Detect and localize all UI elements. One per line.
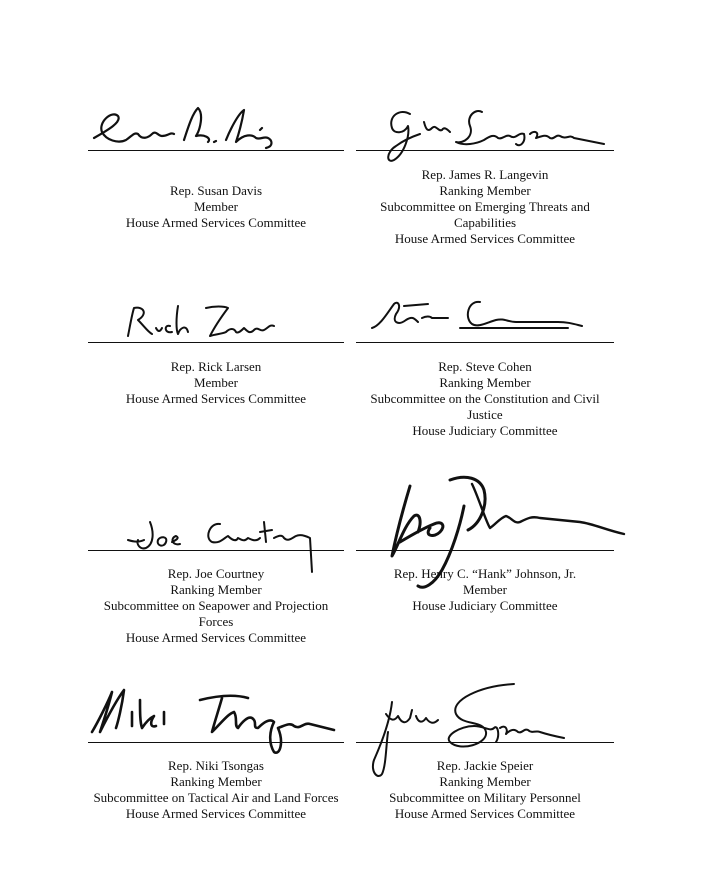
signatory-committee: Subcommittee on Tactical Air and Land Forces: [93, 790, 339, 805]
signatory-caption: [356, 359, 614, 439]
signatory-caption: [88, 183, 344, 231]
signatory-name: Rep. Rick Larsen: [170, 359, 262, 374]
signatory-role: Ranking Member: [439, 183, 531, 198]
signatory-role: Member: [193, 199, 239, 214]
signatory-committee: Subcommittee on Seapower and Projection Forces: [103, 598, 329, 629]
signature-rick-larsen: [118, 300, 278, 345]
signatory-committee: House Armed Services Committee: [125, 630, 307, 645]
signature-james-langevin: [380, 104, 610, 170]
signatory-committee: House Judiciary Committee: [412, 598, 558, 613]
signatory-name: Rep. Niki Tsongas: [168, 758, 264, 773]
signatory-name: Rep. Joe Courtney: [167, 566, 265, 581]
signatory-role: Ranking Member: [439, 375, 531, 390]
signatory-name: Rep. Steve Cohen: [438, 359, 532, 374]
signatory-name: Rep. Jackie Speier: [436, 758, 534, 773]
signatory-caption: [88, 566, 344, 646]
signatory-role: Ranking Member: [170, 774, 262, 789]
signatory-caption: [356, 758, 614, 822]
signatory-name: Rep. James R. Langevin: [421, 167, 549, 182]
signature-niki-tsongas: [88, 682, 358, 762]
signature-susan-davis: [88, 100, 278, 160]
signatory-committee: Subcommittee on Emerging Threats and Capabilities: [380, 199, 590, 230]
signatory-role: Member: [193, 375, 239, 390]
signatory-caption: [88, 359, 344, 407]
signatory-committee: House Armed Services Committee: [125, 215, 307, 230]
signature-steve-cohen: [368, 292, 588, 340]
signatory-name: Rep. Susan Davis: [169, 183, 263, 198]
signatory-committee: Subcommittee on the Constitution and Civil Justice: [370, 391, 600, 422]
signatory-committee: House Armed Services Committee: [125, 806, 307, 821]
signatory-name: Rep. Henry C. “Hank” Johnson, Jr.: [393, 566, 577, 581]
signature-line: [356, 342, 614, 343]
signatory-role: Ranking Member: [439, 774, 531, 789]
signatory-caption: [356, 167, 614, 247]
signatory-role: Member: [462, 582, 508, 597]
signatory-committee: House Judiciary Committee: [412, 423, 558, 438]
signatory-committee: House Armed Services Committee: [125, 391, 307, 406]
signatory-caption: [356, 566, 614, 614]
signatory-caption: [88, 758, 344, 822]
signatory-committee: House Armed Services Committee: [394, 806, 576, 821]
signatory-role: Ranking Member: [170, 582, 262, 597]
signatory-committee: Subcommittee on Military Personnel: [389, 790, 581, 805]
signatory-committee: House Armed Services Committee: [394, 231, 576, 246]
